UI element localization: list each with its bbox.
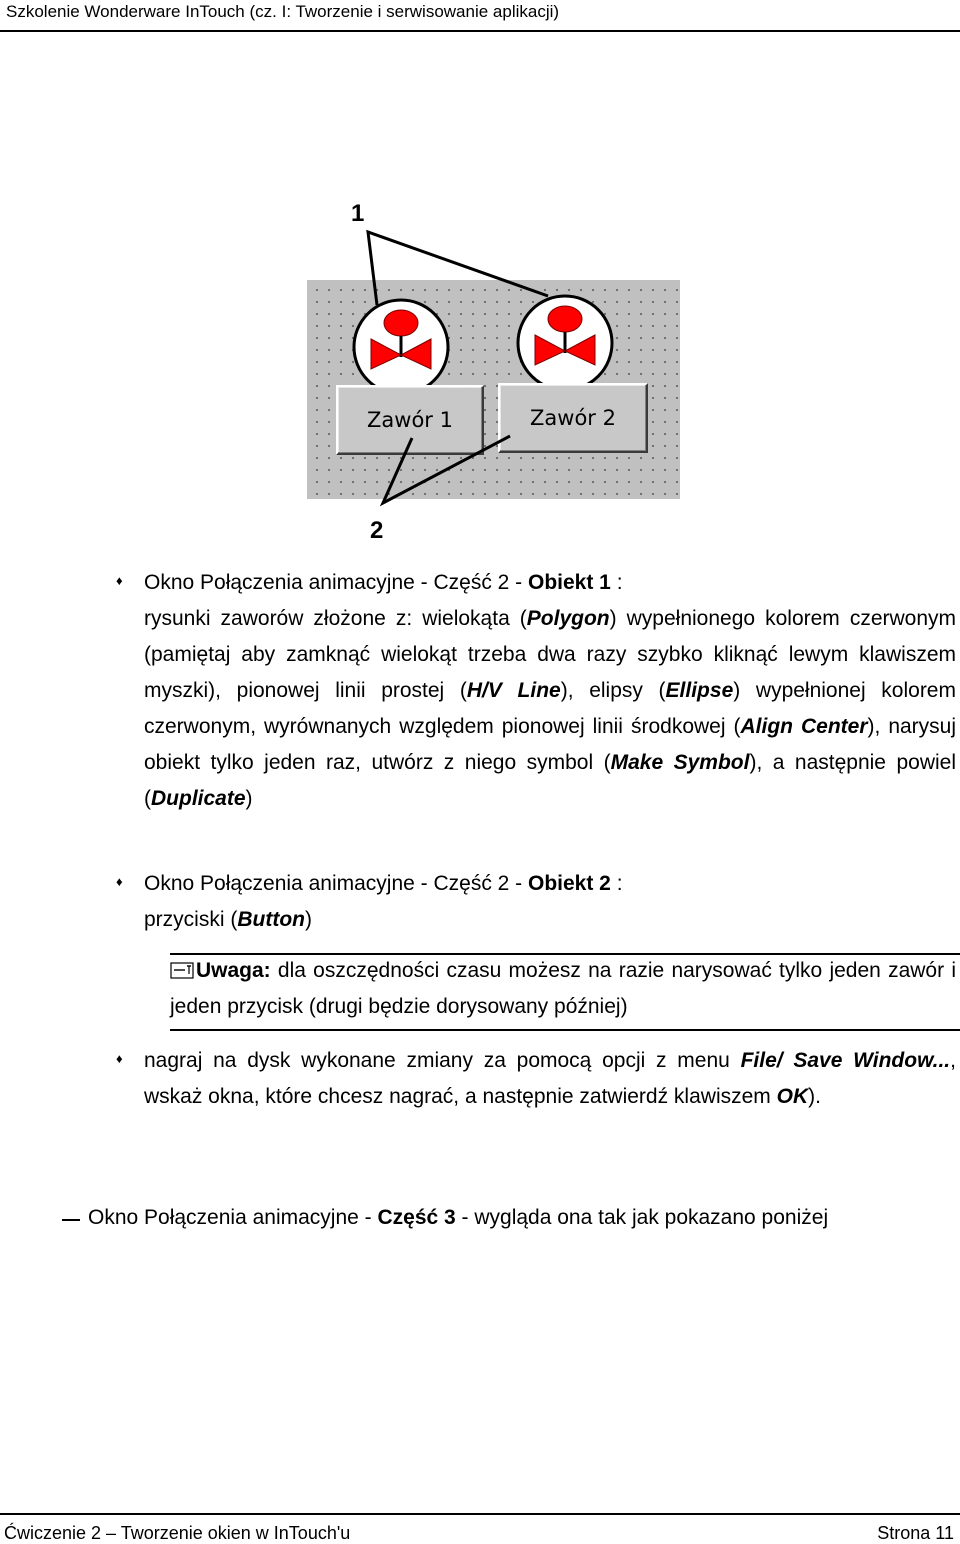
- bullet-diamond-icon: ♦: [116, 874, 123, 889]
- callout-2: 2: [370, 517, 384, 544]
- note-label: Uwaga:: [196, 959, 271, 982]
- page-footer: [0, 1513, 960, 1543]
- zawor-1-button[interactable]: Zawór 1: [336, 385, 484, 455]
- zawor-2-button[interactable]: Zawór 2: [498, 383, 648, 453]
- section-heading: Okno Połączenia animacyjne - Część 3 - wygląda ona tak jak pokazano poniżej: [88, 1206, 829, 1229]
- bullet-1-text: Okno Połączenia animacyjne - Część 2 - Obiekt 1 : rysunki zaworów złożone z: wielokąta (Polygon) wypełnionego kolorem czerwonym (pamiętaj aby zamknąć wielokąt trzeba dwa razy szybko kliknąć lewym klawiszem myszki), pionowej linii prostej (H/V Line), elipsy (Ellipse) wypełnionej kolorem czerwonym, wyrównanych względem pionowej linii środkowej (Align Center), narysuj obiekt tylko jeden raz, utwórz z niego symbol (Make Symbol), a następnie powiel (Duplicate): [144, 571, 957, 810]
- footer-page-number: Strona 11: [877, 1523, 954, 1543]
- section-dash: [62, 1219, 80, 1221]
- intouch-canvas: [307, 280, 680, 499]
- callout-1: 1: [351, 200, 365, 227]
- bullet-diamond-icon: ♦: [116, 1051, 123, 1066]
- note-text: dla oszczędności czasu możesz na razie narysować tylko jeden zawór i jeden przycisk (drugi będzie dorysowany później): [170, 959, 956, 1018]
- footer-chapter: Ćwiczenie 2 – Tworzenie okien w InTouch'u: [4, 1523, 351, 1543]
- valve-symbol-2: [515, 293, 615, 393]
- page-header: [0, 0, 960, 32]
- bullet-2-text: Okno Połączenia animacyjne - Część 2 - Obiekt 2 : przyciski (Button): [144, 872, 623, 931]
- note-pencil-icon: [170, 962, 194, 979]
- valve-symbol-1: [351, 297, 451, 397]
- note-box: [170, 953, 956, 1025]
- note-rule-bottom: [170, 1029, 960, 1031]
- header-title: Szkolenie Wonderware InTouch (cz. I: Tworzenie i serwisowanie aplikacji): [6, 2, 560, 21]
- bullet-3-text: nagraj na dysk wykonane zmiany za pomocą opcji z menu File/ Save Window..., wskaż okna, które chcesz nagrać, a następnie zatwierdź klawiszem OK).: [144, 1049, 956, 1108]
- bullet-diamond-icon: ♦: [116, 573, 123, 588]
